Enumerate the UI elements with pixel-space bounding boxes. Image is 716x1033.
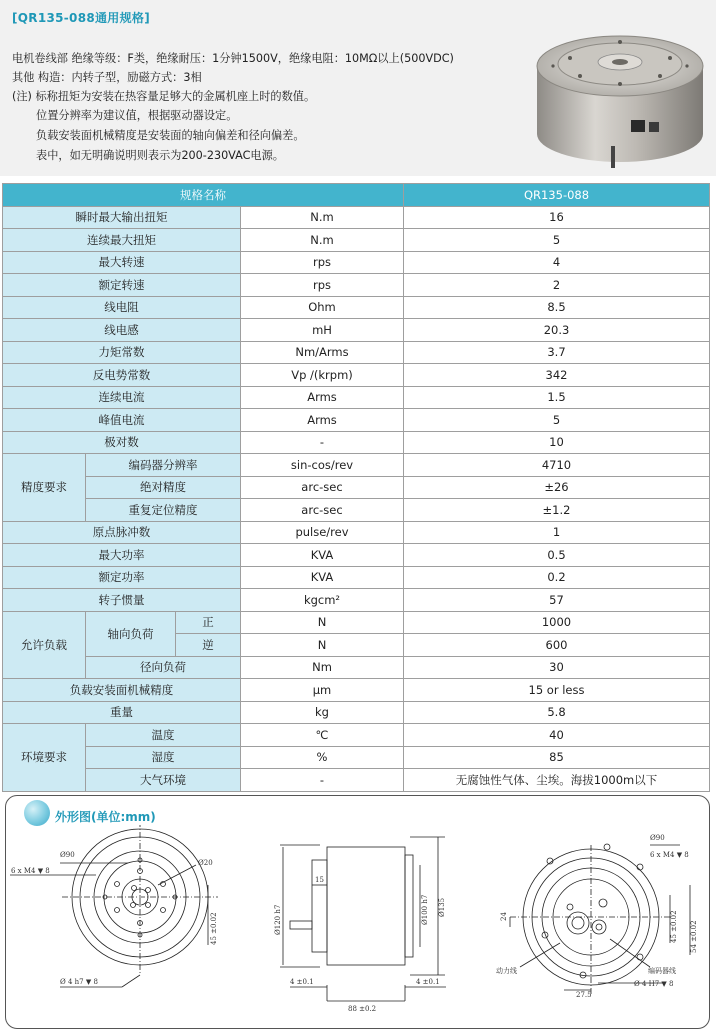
row-label: 原点脉冲数 xyxy=(3,521,241,544)
header-spec-name: 规格名称 xyxy=(3,184,404,207)
row-value: 0.5 xyxy=(404,544,710,567)
table-row xyxy=(3,746,710,769)
front-dim-d20: Ø20 xyxy=(198,859,213,867)
rear-dim-24: 24 xyxy=(500,912,508,921)
table-row xyxy=(3,679,710,702)
row-label: 转子惯量 xyxy=(3,589,241,612)
row-unit: arc-sec xyxy=(241,476,404,499)
row-unit: Nm xyxy=(241,656,404,679)
table-row xyxy=(3,409,710,432)
row-label: 负载安装面机械精度 xyxy=(3,679,241,702)
table-row xyxy=(3,611,710,634)
outline-drawings xyxy=(0,825,716,1025)
note-insulation: 电机卷线部 绝缘等级：F类，绝缘耐压：1分钟1500V，绝缘电阻：10MΩ以上(500VDC) xyxy=(12,52,454,65)
row-unit: rps xyxy=(241,251,404,274)
row-value: 30 xyxy=(404,656,710,679)
row-value: 5.8 xyxy=(404,701,710,724)
row-label: 最大功率 xyxy=(3,544,241,567)
table-row xyxy=(3,566,710,589)
side-dim-4-left: 4 ±0.1 xyxy=(290,978,314,986)
table-row xyxy=(3,364,710,387)
side-dim-d120: Ø120 h7 xyxy=(274,904,282,935)
row-unit: KVA xyxy=(241,544,404,567)
rear-dim-d54: 54 ±0.02 xyxy=(690,920,698,953)
row-label: 反电势常数 xyxy=(3,364,241,387)
row-label: 连续最大扭矩 xyxy=(3,229,241,252)
table-row xyxy=(3,431,710,454)
note-resolution: 位置分辨率为建议值，根据驱动器设定。 xyxy=(36,109,238,122)
group-label-axial: 轴向负荷 xyxy=(86,611,176,656)
row-label: 绝对精度 xyxy=(86,476,241,499)
row-label: 极对数 xyxy=(3,431,241,454)
table-row xyxy=(3,454,710,477)
row-value: 15 or less xyxy=(404,679,710,702)
header-model: QR135-088 xyxy=(404,184,710,207)
table-row xyxy=(3,544,710,567)
row-unit: μm xyxy=(241,679,404,702)
group-label-load: 允许负载 xyxy=(3,611,86,679)
row-value: 1 xyxy=(404,521,710,544)
row-label: 额定转速 xyxy=(3,274,241,297)
row-label: 连续电流 xyxy=(3,386,241,409)
row-unit: KVA xyxy=(241,566,404,589)
row-value: 600 xyxy=(404,634,710,657)
row-label: 峰值电流 xyxy=(3,409,241,432)
row-label: 最大转速 xyxy=(3,251,241,274)
row-value: 1000 xyxy=(404,611,710,634)
row-label: 正 xyxy=(176,611,241,634)
row-value: 342 xyxy=(404,364,710,387)
rear-dim-27: 27.5 xyxy=(576,991,592,999)
table-row xyxy=(3,589,710,612)
row-unit: kg xyxy=(241,701,404,724)
drawing-title: 外形图(单位:mm) xyxy=(55,810,156,824)
bullet-ball-icon xyxy=(24,800,50,826)
row-unit: N xyxy=(241,634,404,657)
row-unit: mH xyxy=(241,319,404,342)
front-dim-d45: 45 ±0.02 xyxy=(210,912,218,945)
row-label: 额定功率 xyxy=(3,566,241,589)
row-unit: Vp /(krpm) xyxy=(241,364,404,387)
row-unit: ℃ xyxy=(241,724,404,747)
row-unit: pulse/rev xyxy=(241,521,404,544)
row-label: 温度 xyxy=(86,724,241,747)
table-row xyxy=(3,319,710,342)
table-row xyxy=(3,521,710,544)
row-unit: - xyxy=(241,431,404,454)
table-row xyxy=(3,724,710,747)
row-value: 16 xyxy=(404,206,710,229)
rear-dim-pin: Ø 4 H7 ▼ 8 xyxy=(634,980,674,988)
table-row xyxy=(3,386,710,409)
page-title: [QR135-088通用规格] xyxy=(12,11,150,25)
row-unit: Ohm xyxy=(241,296,404,319)
row-unit: Arms xyxy=(241,409,404,432)
note-power: 表中，如无明确说明则表示为200-230VAC电源。 xyxy=(36,149,284,162)
row-label: 重复定位精度 xyxy=(86,499,241,522)
row-value: 20.3 xyxy=(404,319,710,342)
side-dim-d100: Ø100 h7 xyxy=(421,894,429,925)
side-dim-88: 88 ±0.2 xyxy=(348,1005,377,1013)
row-label: 大气环境 xyxy=(86,769,241,792)
row-unit: Nm/Arms xyxy=(241,341,404,364)
side-dim-d135: Ø135 xyxy=(438,897,446,917)
row-value: 85 xyxy=(404,746,710,769)
side-dim-15: 15 xyxy=(315,876,324,884)
row-unit: kgcm² xyxy=(241,589,404,612)
row-unit: - xyxy=(241,769,404,792)
table-row xyxy=(3,251,710,274)
table-row xyxy=(3,769,710,792)
group-label-environment: 环境要求 xyxy=(3,724,86,792)
row-value: 10 xyxy=(404,431,710,454)
side-dim-4-right: 4 ±0.1 xyxy=(416,978,440,986)
row-label: 重量 xyxy=(3,701,241,724)
row-value: ±26 xyxy=(404,476,710,499)
row-value: 1.5 xyxy=(404,386,710,409)
group-label-precision: 精度要求 xyxy=(3,454,86,522)
row-label: 瞬时最大输出扭矩 xyxy=(3,206,241,229)
row-unit: N.m xyxy=(241,229,404,252)
table-row xyxy=(3,229,710,252)
row-label: 力矩常数 xyxy=(3,341,241,364)
rear-label-encoder: 编码器线 xyxy=(648,967,676,975)
row-label: 湿度 xyxy=(86,746,241,769)
rear-label-power: 动力线 xyxy=(496,967,517,975)
row-label: 径向负荷 xyxy=(86,656,241,679)
row-value: ±1.2 xyxy=(404,499,710,522)
table-row xyxy=(3,296,710,319)
row-unit: sin-cos/rev xyxy=(241,454,404,477)
row-label: 线电阻 xyxy=(3,296,241,319)
table-row xyxy=(3,341,710,364)
table-row xyxy=(3,701,710,724)
row-unit: N.m xyxy=(241,206,404,229)
rear-dim-d90: Ø90 xyxy=(650,834,665,842)
row-value: 3.7 xyxy=(404,341,710,364)
table-row xyxy=(3,476,710,499)
front-view xyxy=(10,825,218,987)
row-value: 4710 xyxy=(404,454,710,477)
row-label: 线电感 xyxy=(3,319,241,342)
spec-table xyxy=(2,183,710,792)
row-value: 无腐蚀性气体、尘埃。海拔1000m以下 xyxy=(404,769,710,792)
motor-photo xyxy=(525,14,715,174)
row-value: 4 xyxy=(404,251,710,274)
note-torque: (注) 标称扭矩为安装在热容量足够大的金属机座上时的数值。 xyxy=(12,90,316,103)
row-label: 逆 xyxy=(176,634,241,657)
row-value: 57 xyxy=(404,589,710,612)
row-unit: % xyxy=(241,746,404,769)
row-unit: arc-sec xyxy=(241,499,404,522)
table-row xyxy=(3,206,710,229)
row-value: 2 xyxy=(404,274,710,297)
front-dim-pin: Ø 4 h7 ▼ 8 xyxy=(60,978,98,986)
rear-dim-d45: 45 ±0.02 xyxy=(670,910,678,943)
row-label: 编码器分辨率 xyxy=(86,454,241,477)
row-value: 40 xyxy=(404,724,710,747)
row-unit: rps xyxy=(241,274,404,297)
row-value: 5 xyxy=(404,409,710,432)
note-structure: 其他 构造：内转子型，励磁方式：3相 xyxy=(12,71,202,84)
note-accuracy: 负载安装面机械精度是安装面的轴向偏差和径向偏差。 xyxy=(36,129,305,142)
rear-dim-m4: 6 x M4 ▼ 8 xyxy=(650,851,689,859)
front-dim-d90: Ø90 xyxy=(60,851,75,859)
front-dim-m4: 6 x M4 ▼ 8 xyxy=(11,867,50,875)
table-row xyxy=(3,274,710,297)
row-value: 5 xyxy=(404,229,710,252)
table-row xyxy=(3,656,710,679)
row-value: 8.5 xyxy=(404,296,710,319)
row-unit: N xyxy=(241,611,404,634)
table-header-row xyxy=(3,184,710,207)
row-unit: Arms xyxy=(241,386,404,409)
table-row xyxy=(3,499,710,522)
row-value: 0.2 xyxy=(404,566,710,589)
